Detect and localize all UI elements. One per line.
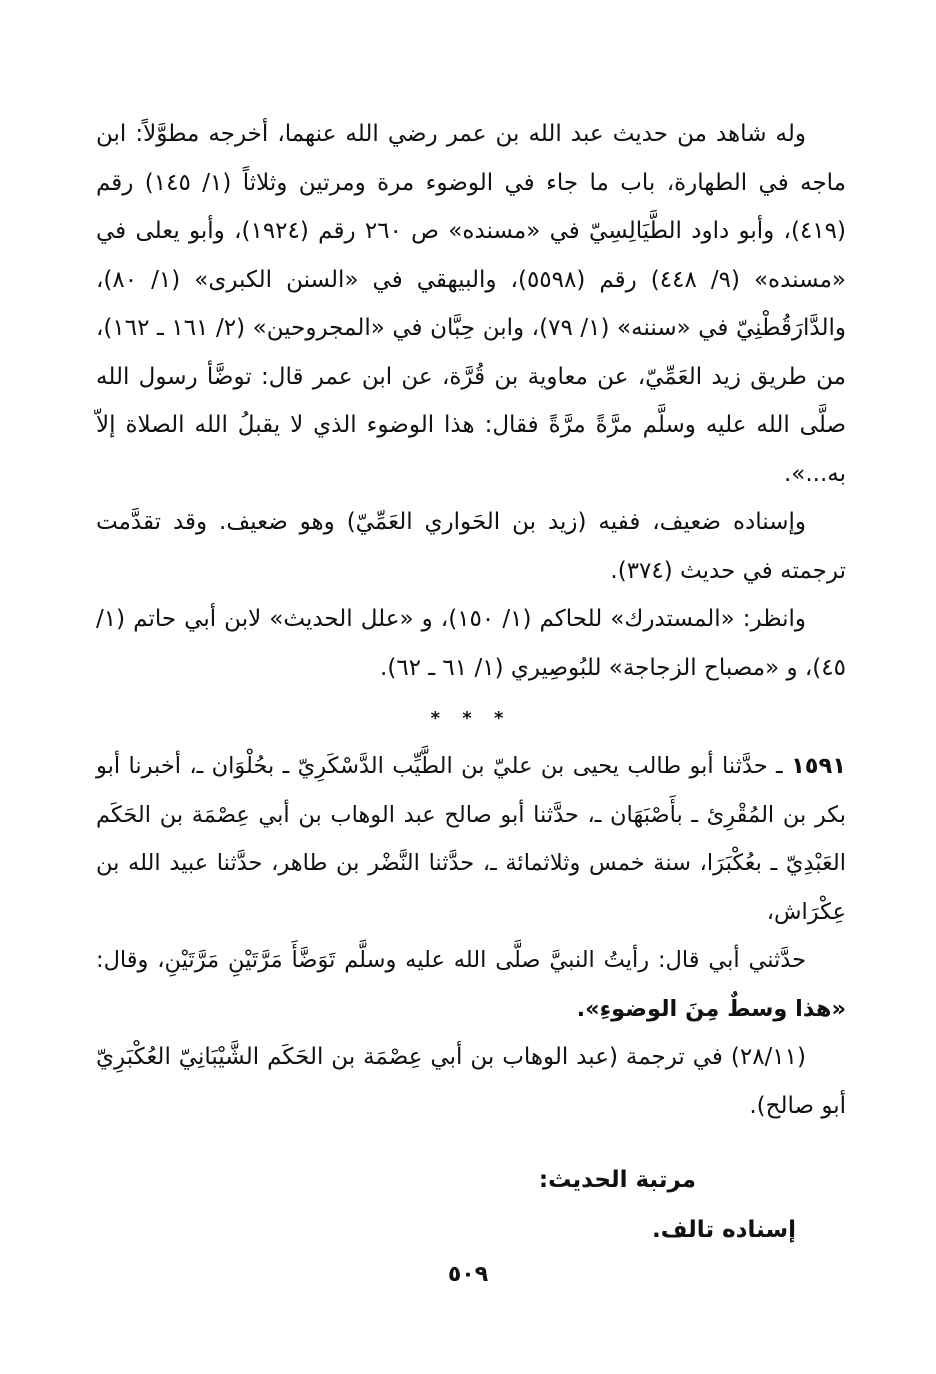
footnote-paragraph-2: وإسناده ضعيف، ففيه (زيد بن الحَواري العَمِّيّ) وهو ضعيف. وقد تقدَّمت ترجمته في حديث (٣٧٤). bbox=[96, 509, 846, 584]
footnote-paragraph-1: وله شاهد من حديث عبد الله بن عمر رضي الله عنهما، أخرجه مطوَّلاً: ابن ماجه في الطهارة، باب ما جاء في الوضوء مرة ومرتين وثلاثاً (١/ ١٤٥) رقم (٤١٩)، وأبو داود الطَّيَالِسِيّ في «مسنده» ص ٢٦٠ رقم (١٩٢٤)، وأبو يعلى في «مسنده» (٩/ ٤٤٨) رقم (٥٥٩٨)، والبيهقي في «السنن الكبرى» (١/ ٨٠)، والدَّارَقُطْنِيّ في «سننه» (١/ ٧٩)، وابن حِبَّان في «المجروحين» (٢/ ١٦١ ـ ١٦٢)، من طريق زيد العَمِّيّ، عن معاوية بن قُرَّة، عن ابن عمر قال: توضَّأ رسول الله صلَّى الله عليه وسلَّم مرَّةً مرَّةً فقال: هذا الوضوء الذي لا يقبلُ الله الصلاة إلاّ به...». bbox=[96, 121, 847, 487]
grading-heading: مرتبة الحديث: bbox=[538, 1167, 696, 1193]
hadith-reference: (٢٨/١١) في ترجمة (عبد الوهاب بن أبي عِصْمَة بن الحَكَم الشَّيْبَانِيّ العُكْبَرِيّ أبو صالح). bbox=[96, 1044, 846, 1119]
hadith-number: ١٥٩١ bbox=[791, 753, 846, 779]
page-body bbox=[96, 110, 846, 1254]
hadith-matn-quote: «هذا وسطٌ مِنَ الوضوءِ». bbox=[576, 995, 846, 1022]
hadith-isnad-block bbox=[96, 742, 846, 936]
hadith-matn-intro: حدَّثني أبي قال: رأيتُ النبيَّ صلَّى الله عليه وسلَّم تَوَضَّأَ مَرَّتَيْنِ مَرَّتَيْنِ، وقال: bbox=[96, 947, 806, 973]
page-number: ٥٠٩ bbox=[447, 1262, 489, 1287]
section-separator: * * * bbox=[430, 708, 512, 729]
hadith-isnad: ـ حدَّثنا أبو طالب يحيى بن عليّ بن الطَّيِّب الدَّسْكَرِيّ ـ بحُلْوَان ـ، أخبرنا أبو بكر بن المُقْرِئ ـ بأَصْبَهَان ـ، حدَّثنا أبو صالح عبد الوهاب بن أبي عِصْمَة بن الحَكَم العَبْدِيّ ـ بعُكْبَرَا، سنة خمس وثلاثمائة ـ، حدَّثنا النَّضْر بن طاهر، حدَّثنا عبيد الله بن عِكْرَاش، bbox=[96, 753, 846, 925]
hadith-matn-block bbox=[96, 936, 846, 1033]
footnote-paragraph-3: وانظر: «المستدرك» للحاكم (١/ ١٥٠)، و «علل الحديث» لابن أبي حاتم (١/ ٤٥)، و «مصباح الزجاجة» للبُوصِيري (١/ ٦١ ـ ٦٢). bbox=[96, 606, 846, 681]
grading-verdict: إسناده تالف. bbox=[652, 1217, 796, 1243]
